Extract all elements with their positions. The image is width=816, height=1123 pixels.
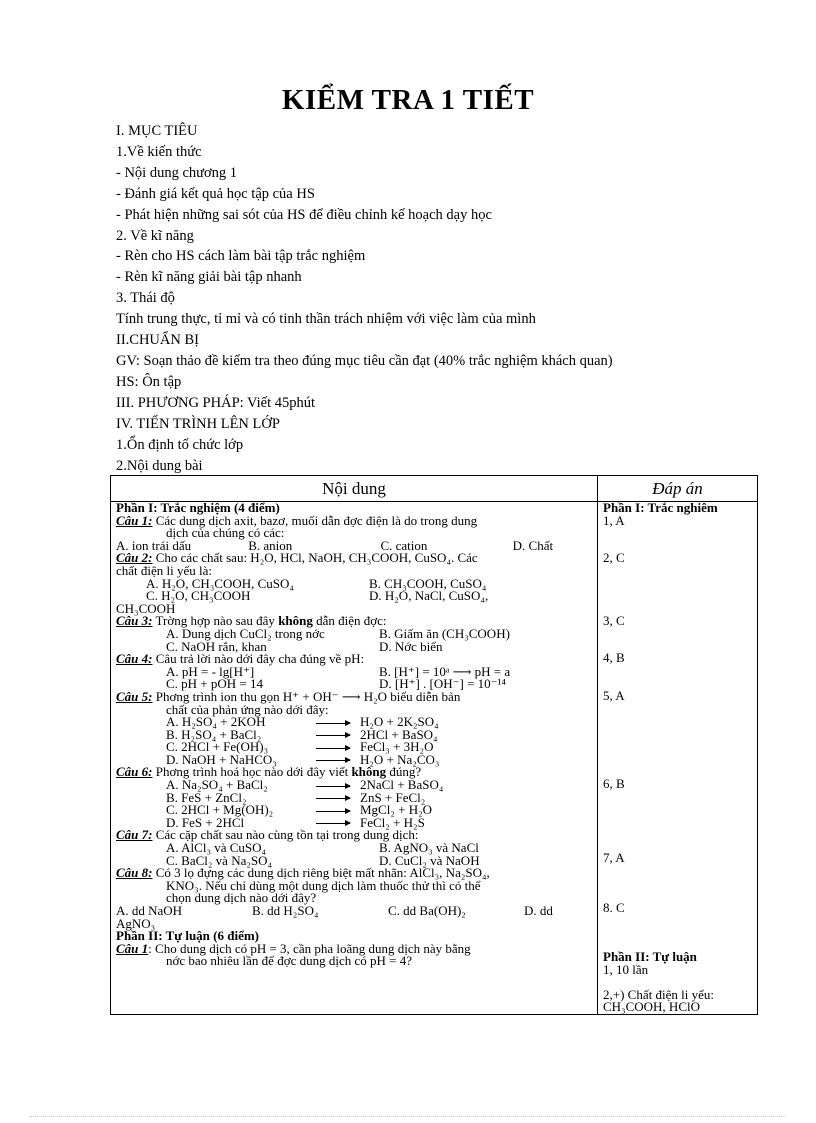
header-content: Nội dung xyxy=(111,476,598,502)
question-8-cont: KNO₃. Nếu chỉ dùng một dung dịch làm thuốc thử thì có thể xyxy=(166,877,481,893)
arrow-icon xyxy=(316,798,350,799)
question-2-options-ab: A. H₂O, CH₃COOH, CuSO₄ B. CH₃COOH, CuSO₄ xyxy=(146,575,487,591)
answer-item: 4, B xyxy=(603,650,625,666)
question-7: Câu 7: Các cặp chất sau nào cùng tồn tại trong dung dịch: xyxy=(116,827,419,843)
intro-line: Tính trung thực, tỉ mỉ và có tinh thần trách nhiệm với việc làm của mình xyxy=(116,311,536,328)
arrow-icon xyxy=(316,786,350,787)
answer-item: CH₃COOH, HClO xyxy=(603,999,700,1015)
question-7-options-cd: C. BaCl₂ và Na₂SO₄ D. CuCl₂ và NaOH xyxy=(166,852,480,868)
intro-line: - Rèn cho HS cách làm bài tập trắc nghiệm xyxy=(116,248,366,265)
question-5-option: C. 2HCl + Fe(OH)₃ FeCl₃ + 3H₂O xyxy=(166,739,434,755)
question-2: Câu 2: Cho các chất sau: H₂O, HCl, NaOH, CH₃COOH, CuSO₄. Các xyxy=(116,550,478,566)
question-4-options-cd: C. pH + pOH = 14 D. [H⁺] . [OH⁻] = 10⁻¹⁴ xyxy=(166,676,506,692)
intro-line: - Phát hiện những sai sót của HS để điều chỉnh kế hoạch dạy học xyxy=(116,206,492,223)
question-3-options-cd: C. NaOH rắn, khan D. Nớc biển xyxy=(166,638,443,654)
intro-line: - Rèn kĩ năng giải bài tập nhanh xyxy=(116,269,302,286)
answer-item: 1, A xyxy=(603,512,625,528)
section-heading-objectives: I. MỤC TIÊU xyxy=(116,123,198,139)
intro-line: HS: Ôn tập xyxy=(116,373,182,390)
question-5: Câu 5: Phơng trình ion thu gọn H⁺ + OH⁻ ⟶ H₂O biểu diễn bản xyxy=(116,688,461,704)
intro-line: 2.Nội dung bài xyxy=(116,457,203,474)
part1-title: Phần I: Trắc nghiệm (4 điểm) xyxy=(116,500,280,515)
arrow-icon xyxy=(316,748,350,749)
question-6-option: C. 2HCl + Mg(OH)₂ MgCl₂ + H₂O xyxy=(166,802,433,818)
intro-line: - Nội dung chương 1 xyxy=(116,164,238,181)
question-7-options-ab: A. AlCl₃ và CuSO₄ B. AgNO₃ và NaCl xyxy=(166,840,479,856)
intro-line: - Đánh giá kết quả học tập của HS xyxy=(116,185,315,202)
answer-item: 8. C xyxy=(603,899,625,915)
question-8-cont2: chọn dung dịch nào dới đây? xyxy=(166,890,317,906)
question-8-options: A. dd NaOH B. dd H₂SO₄ C. dd Ba(OH)₂ D. dd xyxy=(116,903,553,918)
section-heading-preparation: II.CHUẨN BỊ xyxy=(116,332,199,349)
question-1: Câu 1: Các dung dịch axit, bazơ, muối dẫn đợc điện là do trong dung xyxy=(116,512,478,528)
part2-title: Phần II: Tự luận (6 điểm) xyxy=(116,928,260,944)
question-5-option: A. H₂SO₄ + 2KOH H₂O + 2K₂SO₄ xyxy=(166,714,439,730)
question-8-cont3: AgNO₃ xyxy=(116,915,156,931)
question-4: Câu 4: Câu trả lời nào dới đây cha đúng về pH: xyxy=(116,651,365,667)
arrow-icon xyxy=(316,823,350,824)
answer-item: 2, C xyxy=(603,550,625,566)
question-6: Câu 6: Phơng trình hoá học nào dới đây viết không đúng? xyxy=(116,764,422,780)
table-header-row xyxy=(111,476,758,502)
question-3-options-ab: A. Dung dịch CuCl₂ trong nớc B. Giấm ăn (CH₃COOH) xyxy=(166,625,510,641)
question-2-options-cd: C. H₂O, CH₃COOH D. H₂O, NaCl, CuSO₄, xyxy=(146,588,489,604)
question-4-options-ab: A. pH = - lg[H⁺] B. [H⁺] = 10ᵃ ⟶ pH = a xyxy=(166,663,511,679)
intro-line: GV: Soạn thảo đề kiểm tra theo đúng mục tiêu cần đạt (40% trắc nghiệm khách quan) xyxy=(116,352,613,369)
page-title: KIỂM TRA 1 TIẾT xyxy=(281,84,535,116)
answer-item: 5, A xyxy=(603,687,625,703)
answer-part2-title: Phần II: Tự luận xyxy=(603,949,697,965)
table-body-row xyxy=(111,502,758,1015)
intro-line: 2. Về kĩ năng xyxy=(116,227,194,244)
intro-line: 3. Thái độ xyxy=(116,290,175,307)
content-cell xyxy=(111,502,598,1015)
question-5-option: B. H₂SO₄ + BaCl₂ 2HCl + BaSO₄ xyxy=(166,726,438,742)
arrow-icon xyxy=(316,760,350,761)
essay-question-1-cont: nớc bao nhiêu lần để đợc dung dịch có pH = 4? xyxy=(166,953,412,969)
page-footer-divider xyxy=(30,1116,786,1117)
answer-cell xyxy=(598,502,758,1015)
answer-item: 2,+) Chất điện li yếu: xyxy=(603,986,714,1002)
answer-item: 1, 10 lần xyxy=(603,961,649,977)
question-3: Câu 3: Trờng hợp nào sau đây không dẫn điện đợc: xyxy=(116,613,387,629)
question-6-option: A. Na₂SO₄ + BaCl₂ 2NaCl + BaSO₄ xyxy=(166,777,444,793)
exam-table xyxy=(110,475,758,1015)
header-answer: Đáp án xyxy=(598,476,758,502)
question-5-option: D. NaOH + NaHCO₃ H₂O + Na₂CO₃ xyxy=(166,751,440,767)
section-heading-process: IV. TIẾN TRÌNH LÊN LỚP xyxy=(116,415,280,432)
question-6-option: B. FeS + ZnCl₂ ZnS + FeCl₂ xyxy=(166,789,426,805)
question-2-cont: chất điện li yếu là: xyxy=(116,562,213,578)
arrow-icon xyxy=(316,811,350,812)
arrow-icon xyxy=(316,735,350,736)
essay-question-1: Câu 1: Cho dung dịch có pH = 3, cần pha loãng dung dịch này bằng xyxy=(116,940,471,956)
answer-item: 3, C xyxy=(603,612,625,628)
intro-line: 1.Ổn định tổ chức lớp xyxy=(116,436,244,453)
intro-line: 1.Về kiến thức xyxy=(116,143,202,160)
question-5-cont: chất của phản ứng nào dới đây: xyxy=(166,701,329,717)
question-2-cont2: CH₃COOH xyxy=(116,600,176,616)
intro-section xyxy=(116,121,756,476)
answer-item: 7, A xyxy=(603,850,625,866)
section-heading-method: III. PHƯƠNG PHÁP: Viết 45phút xyxy=(116,394,316,411)
question-1-options: A. ion trái dấu B. anion C. cation D. Chất xyxy=(116,537,554,553)
arrow-icon xyxy=(316,723,350,724)
answer-part1-title: Phần I: Trắc nghiêm xyxy=(603,500,718,515)
question-6-option: D. FeS + 2HCl FeCl₂ + H₂S xyxy=(166,814,425,830)
question-1-cont: dịch của chúng có các: xyxy=(166,525,285,541)
question-8: Câu 8: Có 3 lọ đựng các dung dịch riêng biệt mất nhãn: AlCl₃, Na₂SO₄, xyxy=(116,865,490,881)
answer-item: 6, B xyxy=(603,775,625,791)
